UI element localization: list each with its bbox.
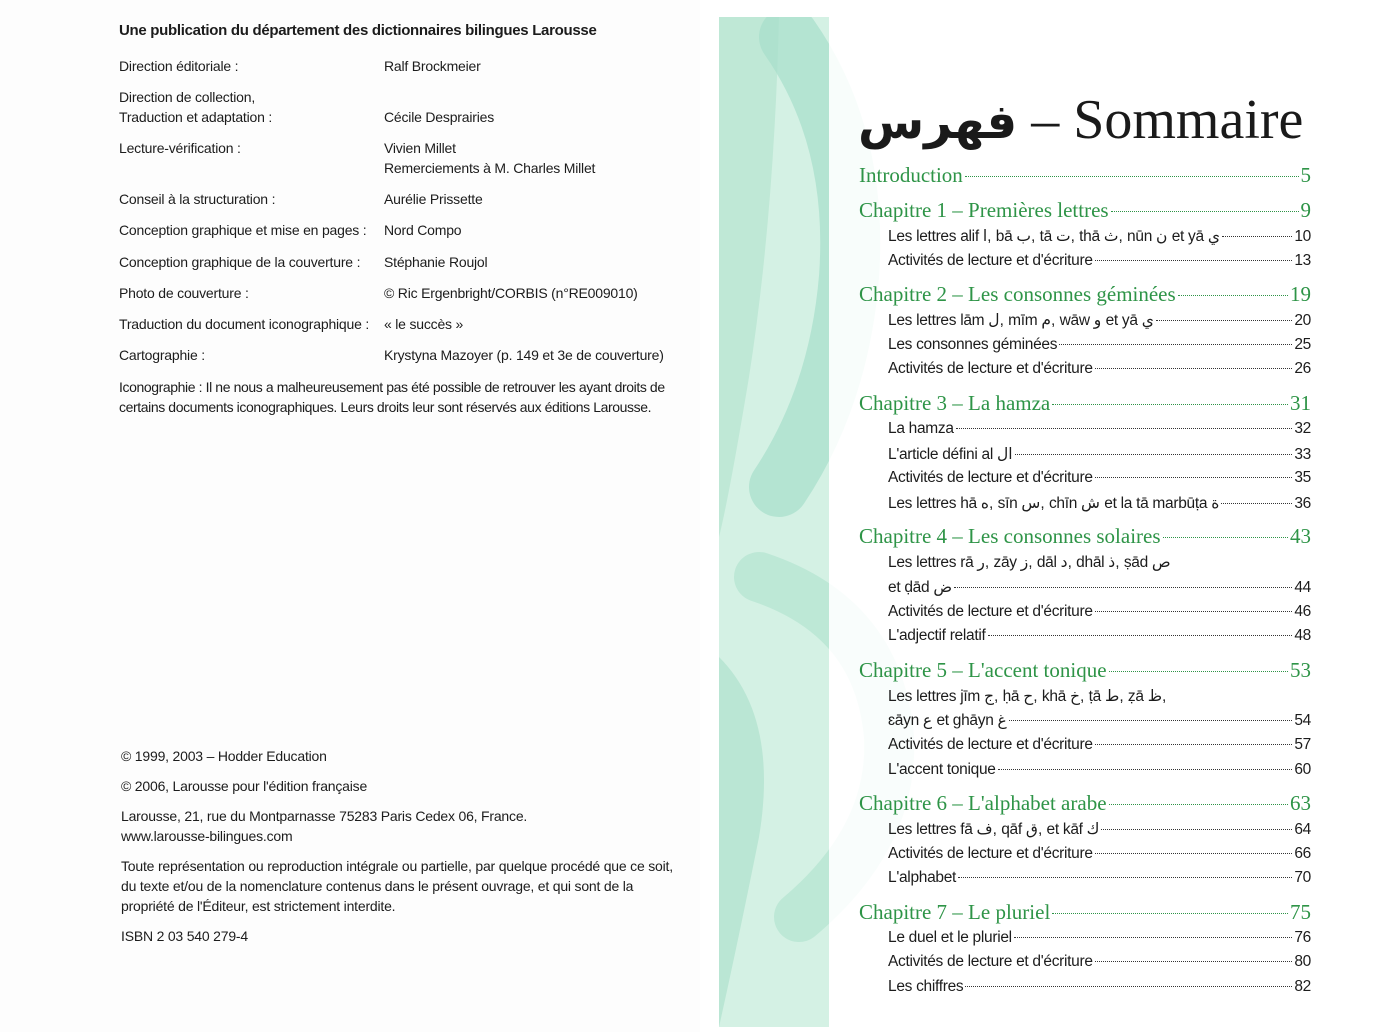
leader-dots [1163, 537, 1288, 538]
legal-block [121, 746, 681, 956]
credit-value: « le succès » [384, 316, 464, 332]
toc-item[interactable] [859, 360, 1311, 385]
toc-item-title: La hamza [888, 419, 954, 437]
credit-row [119, 283, 699, 314]
leader-dots [1009, 720, 1293, 721]
toc-page-number: 54 [1294, 712, 1311, 730]
toc-page-number: 9 [1300, 198, 1311, 222]
credit-row [119, 252, 699, 283]
credit-value: Cécile Desprairies [384, 109, 494, 125]
toc-item-title: Les lettres rā ر, zāy ز, dāl د, dhāl ذ, ṣād ص [888, 554, 1171, 572]
toc-item-title: Activités de lecture et d'écriture [888, 360, 1093, 378]
toc-page-number: 46 [1294, 602, 1311, 620]
toc-item[interactable] [859, 761, 1311, 786]
title-french: Sommaire [1073, 89, 1304, 151]
title-separator: – [1017, 89, 1074, 151]
leader-dots [1015, 454, 1293, 455]
toc-chapter[interactable] [859, 163, 1311, 192]
title-arabic: فهرس [858, 94, 1018, 150]
copyright-line: © 2006, Larousse pour l'édition française [121, 778, 368, 794]
leader-dots [1109, 671, 1288, 672]
toc-chapter-title: Chapitre 6 – L'alphabet arabe [859, 791, 1107, 816]
toc-item-title: Les consonnes géminées [888, 335, 1058, 353]
credit-value: Ralf Brockmeier [384, 58, 481, 74]
toc-item-title: L'alphabet [888, 869, 957, 887]
toc-chapter-title: Chapitre 1 – Premières lettres [859, 198, 1109, 222]
leader-dots [1095, 744, 1293, 745]
toc-item[interactable] [859, 627, 1311, 652]
toc-chapter[interactable] [859, 391, 1311, 420]
toc-chapter[interactable] [859, 658, 1311, 687]
credit-value: Krystyna Mazoyer (p. 149 et 3e de couverture) [384, 347, 664, 363]
leader-dots [1156, 320, 1293, 321]
toc-item-title: Activités de lecture et d'écriture [888, 251, 1093, 269]
toc-item[interactable] [859, 711, 1311, 736]
credit-label: Cartographie : [119, 347, 205, 363]
leader-dots [1059, 344, 1292, 345]
toc-page-number: 53 [1290, 657, 1311, 682]
publisher-address: Larousse, 21, rue du Montparnasse 75283 Paris Cedex 06, France. www.larousse-bilingues.com [121, 808, 528, 844]
toc-item[interactable] [859, 227, 1311, 252]
toc-page-number: 26 [1294, 360, 1311, 378]
toc-page-number: 25 [1294, 335, 1311, 353]
toc-item[interactable] [859, 869, 1311, 894]
toc-item-title: Les chiffres [888, 978, 964, 996]
toc-item-title: Le duel et le pluriel [888, 928, 1012, 946]
reproduction-notice: Toute représentation ou reproduction intégrale ou partielle, par quelque procédé que ce soit, du texte et/ou de la nomenclature contenus dans le présent ouvrage, et qui sont de la propriété de l'Éditeur, est strictement interdite. [121, 858, 673, 914]
leader-dots [1095, 611, 1293, 612]
leader-dots [965, 986, 1292, 987]
toc-item[interactable] [859, 445, 1311, 470]
isbn: ISBN 2 03 540 279-4 [121, 928, 248, 944]
toc-page-number: 36 [1294, 494, 1311, 512]
toc-page-number: 60 [1294, 760, 1311, 778]
credit-row [119, 56, 699, 87]
toc-page-number: 70 [1294, 869, 1311, 887]
toc-item-title: Les lettres hā ه, sīn س, chīn ش et la tā marbūṭa ة [888, 494, 1220, 512]
credit-value: Vivien Millet Remerciements à M. Charles Millet [384, 140, 596, 176]
toc-chapter-title: Chapitre 4 – Les consonnes solaires [859, 524, 1161, 549]
credit-label: Conception graphique de la couverture : [119, 254, 361, 270]
credit-row [119, 87, 699, 138]
credit-value: Nord Compo [384, 222, 462, 238]
toc-page-number: 33 [1294, 445, 1311, 463]
toc-chapter-title: Chapitre 2 – Les consonnes géminées [859, 282, 1176, 307]
toc-item[interactable] [859, 820, 1311, 845]
credit-value: © Ric Ergenbright/CORBIS (n°RE009010) [384, 285, 638, 301]
credit-row [119, 138, 699, 189]
credit-label: Conception graphique et mise en pages : [119, 222, 367, 238]
toc-item[interactable] [859, 578, 1311, 603]
toc-page-number: 75 [1290, 899, 1311, 924]
toc-page-number: 19 [1290, 282, 1311, 307]
toc-item-title: Activités de lecture et d'écriture [888, 735, 1093, 753]
credit-label: Traduction du document iconographique : [119, 316, 370, 332]
toc-chapter-title: Introduction [859, 163, 963, 187]
toc-chapter-title: Chapitre 3 – La hamza [859, 390, 1051, 415]
leader-dots [1052, 913, 1288, 914]
credit-row [119, 189, 699, 220]
toc-item[interactable] [859, 469, 1311, 494]
toc-chapter[interactable] [859, 791, 1311, 820]
toc-page-number: 76 [1294, 928, 1311, 946]
leader-dots [1095, 260, 1293, 261]
toc-item[interactable] [859, 311, 1311, 336]
toc-item-title: L'article défini al ال [888, 445, 1013, 463]
leader-dots [1178, 295, 1288, 296]
toc-item-title: et ḍād ض [888, 578, 953, 596]
toc-page-number: 80 [1294, 953, 1311, 971]
credit-label: Photo de couverture : [119, 285, 249, 301]
toc-item-title: Activités de lecture et d'écriture [888, 844, 1093, 862]
toc-item[interactable] [859, 494, 1311, 519]
table-of-contents [859, 163, 1311, 1003]
leader-dots [1101, 829, 1292, 830]
toc-item-title: Les lettres jīm ج, ḥā ح, khā خ, ṭā ط, ẓā ظ, [888, 687, 1167, 705]
toc-item-title: ɛāyn ع et ghāyn غ [888, 712, 1007, 730]
toc-item-title: Activités de lecture et d'écriture [888, 602, 1093, 620]
toc-item-title: Les lettres lām ل, mīm م, wāw و et yā ي [888, 312, 1154, 330]
toc-item[interactable] [859, 929, 1311, 954]
right-page [719, 17, 1360, 1027]
credit-row [119, 345, 699, 376]
toc-item[interactable] [859, 736, 1311, 761]
toc-page-number: 82 [1294, 978, 1311, 996]
publication-title: Une publication du département des dictionnaires bilingues Larousse [119, 22, 597, 39]
toc-item[interactable] [859, 687, 1311, 712]
toc-page-number: 13 [1294, 251, 1311, 269]
toc-page-number: 48 [1294, 627, 1311, 645]
toc-item[interactable] [859, 603, 1311, 628]
toc-item-title: Activités de lecture et d'écriture [888, 469, 1093, 487]
toc-page-number: 57 [1294, 735, 1311, 753]
leader-dots [965, 176, 1299, 177]
toc-page-number: 44 [1294, 578, 1311, 596]
leader-dots [1095, 477, 1293, 478]
toc-chapter[interactable] [859, 524, 1311, 553]
credit-value: Stéphanie Roujol [384, 254, 488, 270]
toc-page-number: 31 [1290, 390, 1311, 415]
credit-label: Lecture-vérification : [119, 140, 241, 156]
toc-chapter[interactable] [859, 282, 1311, 311]
toc-item-title: Activités de lecture et d'écriture [888, 953, 1093, 971]
toc-page-number: 20 [1294, 312, 1311, 330]
leader-dots [1111, 211, 1299, 212]
toc-page-number: 66 [1294, 844, 1311, 862]
leader-dots [1095, 368, 1293, 369]
toc-chapter[interactable] [859, 900, 1311, 929]
leader-dots [1095, 961, 1293, 962]
leader-dots [998, 769, 1293, 770]
toc-item[interactable] [859, 978, 1311, 1003]
leader-dots [1014, 937, 1293, 938]
credit-value: Aurélie Prissette [384, 191, 483, 207]
toc-item[interactable] [859, 553, 1311, 578]
toc-chapter-title: Chapitre 5 – L'accent tonique [859, 657, 1107, 682]
page-title [858, 85, 1303, 157]
leader-dots [1222, 236, 1292, 237]
toc-chapter[interactable] [859, 198, 1311, 227]
leader-dots [1109, 804, 1288, 805]
toc-item[interactable] [859, 953, 1311, 978]
toc-item-title: Les lettres fā ف, qāf ق, et kāf ك [888, 821, 1100, 839]
leader-dots [956, 428, 1293, 429]
leader-dots [1095, 853, 1293, 854]
credit-label: Direction de collection, Traduction et adaptation : [119, 89, 273, 125]
toc-page-number: 43 [1290, 524, 1311, 549]
toc-page-number: 10 [1294, 228, 1311, 245]
toc-item-title: L'adjectif relatif [888, 627, 986, 645]
toc-item[interactable] [859, 420, 1311, 445]
toc-item[interactable] [859, 252, 1311, 277]
toc-chapter-title: Chapitre 7 – Le pluriel [859, 899, 1051, 924]
toc-item[interactable] [859, 845, 1311, 870]
leader-dots [958, 877, 1292, 878]
credit-label: Conseil à la structuration : [119, 191, 276, 207]
credit-row [119, 220, 699, 252]
toc-page-number: 35 [1294, 469, 1311, 487]
toc-item-title: Les lettres alif ا, bā ب, tā ت, thā ث, nūn ن et yā ي [888, 228, 1220, 245]
iconographie-note: Iconographie : Il ne nous a malheureusement pas été possible de retrouver les ayant droits de certains documents iconographiques. Leurs droits leur sont réservés aux éditions Larousse. [119, 379, 665, 415]
leader-dots [988, 635, 1293, 636]
leader-dots [954, 587, 1292, 588]
toc-item[interactable] [859, 336, 1311, 361]
toc-item-title: L'accent tonique [888, 760, 996, 778]
leader-dots [1221, 503, 1292, 504]
toc-page-number: 63 [1290, 791, 1311, 816]
copyright-line: © 1999, 2003 – Hodder Education [121, 748, 327, 764]
credits-list [119, 56, 699, 376]
toc-page-number: 5 [1300, 163, 1311, 187]
toc-page-number: 32 [1294, 419, 1311, 437]
leader-dots [1052, 404, 1288, 405]
credit-label: Direction éditoriale : [119, 58, 239, 74]
toc-page-number: 64 [1294, 821, 1311, 839]
credit-row [119, 314, 699, 345]
